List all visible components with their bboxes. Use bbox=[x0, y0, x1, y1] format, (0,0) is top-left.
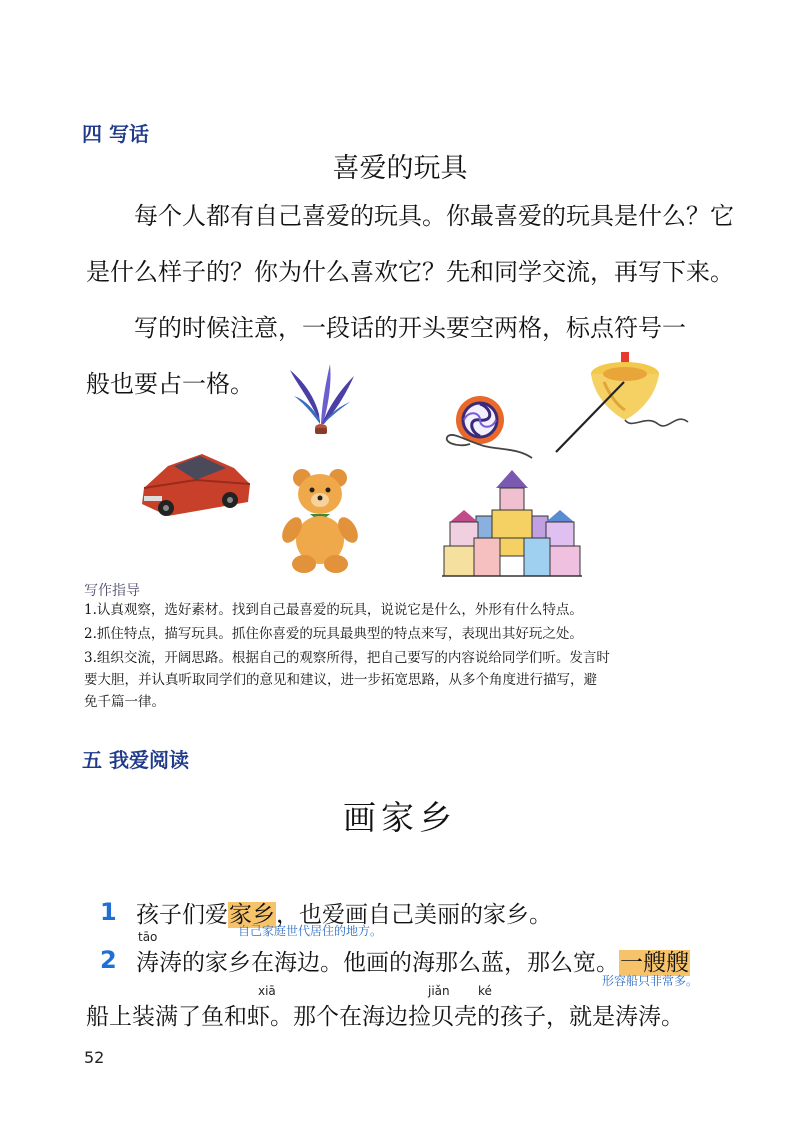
toy-car-icon bbox=[138, 444, 256, 524]
reading-para2-line2: 船上装满了鱼和虾。那个在海边捡贝壳的孩子，就是涛涛。 bbox=[86, 1004, 684, 1030]
reading-title: 画家乡 bbox=[343, 798, 457, 837]
paragraph-number-1: 1 bbox=[100, 898, 117, 926]
writing-guide-line2: 2.抓住特点，描写玩具。抓住你喜爱的玩具最典型的特点来写，表现出其好玩之处。 bbox=[84, 626, 583, 642]
writing-guide-line4: 要大胆，并认真听取同学们的意见和建议，进一步拓宽思路，从多个角度进行描写，避 bbox=[84, 672, 597, 688]
writing-guide-line5: 免千篇一律。 bbox=[84, 694, 165, 710]
spinning-top-icon bbox=[548, 352, 698, 456]
building-blocks-icon bbox=[442, 470, 582, 582]
pinyin-jian: jiǎn bbox=[428, 984, 450, 998]
gloss-hometown: 自己家庭世代居住的地方。 bbox=[238, 924, 383, 938]
section-heading-writing: 四 写话 bbox=[82, 122, 149, 146]
writing-para1-line2: 是什么样子的？你为什么喜欢它？先和同学交流，再写下来。 bbox=[86, 258, 734, 286]
shuttlecock-icon bbox=[286, 362, 356, 438]
paragraph-number-2: 2 bbox=[100, 946, 117, 974]
writing-title: 喜爱的玩具 bbox=[332, 153, 468, 184]
page-number: 52 bbox=[84, 1048, 105, 1067]
writing-para2-line2: 般也要占一格。 bbox=[86, 370, 254, 398]
highlight-word-hometown: 家乡 bbox=[229, 902, 275, 928]
writing-guide-heading: 写作指导 bbox=[84, 583, 140, 599]
yoyo-icon bbox=[440, 392, 550, 464]
reading-para2-before: 涛涛的家乡在海边。他画的海那么蓝，那么宽。 bbox=[136, 950, 619, 976]
writing-guide-line1: 1.认真观察，选好素材。找到自己最喜爱的玩具，说说它是什么，外形有什么特点。 bbox=[84, 602, 583, 618]
pinyin-ke: ké bbox=[478, 984, 492, 998]
reading-para1-before: 孩子们爱 bbox=[136, 902, 228, 928]
gloss-many-boats: 形容船只非常多。 bbox=[602, 974, 699, 988]
pinyin-xia: xiā bbox=[258, 984, 276, 998]
section-heading-reading: 五 我爱阅读 bbox=[82, 748, 189, 772]
highlight-word-many-boats: 一艘艘 bbox=[620, 950, 689, 976]
reading-para1-after: ，也爱画自己美丽的家乡。 bbox=[276, 902, 552, 928]
writing-guide-line3: 3.组织交流，开阔思路。根据自己的观察所得，把自己要写的内容说给同学们听。发言时 bbox=[84, 650, 610, 666]
teddy-bear-icon bbox=[280, 468, 360, 574]
pinyin-tao: tāo bbox=[138, 930, 158, 944]
writing-para2-line1: 写的时候注意，一段话的开头要空两格，标点符号一 bbox=[134, 314, 686, 342]
writing-para1-line1: 每个人都有自己喜爱的玩具。你最喜爱的玩具是什么？它 bbox=[134, 202, 734, 230]
